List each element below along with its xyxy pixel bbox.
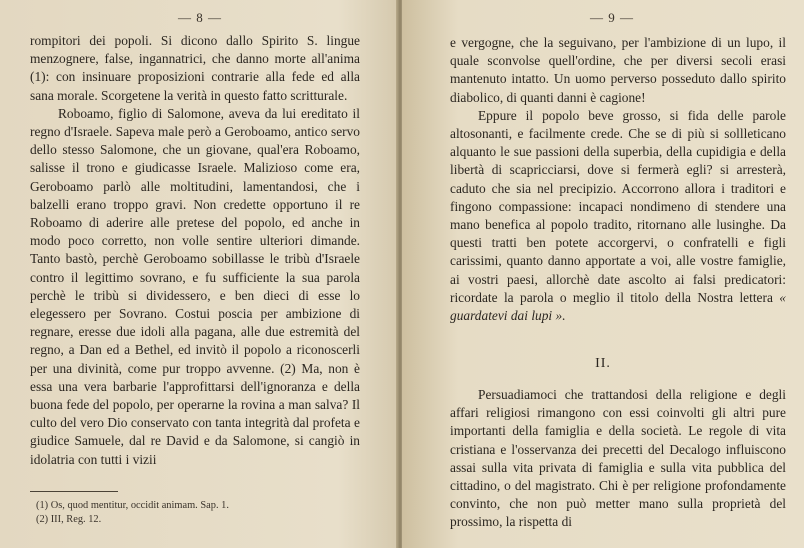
- page-number-right: — 9 —: [590, 10, 634, 25]
- right-page-body-2: [450, 386, 786, 532]
- left-page-body: [30, 32, 360, 469]
- right-page: [402, 0, 804, 548]
- right-paragraph-3: Persuadiamoci che trattandosi della religione e degli affari religiosi rimangono con essi coinvolti gli altri pure importanti della famiglia e della società. Le regole di vita cristiana e l'osservanza dei precetti del Decalogo influiscono assai sulla vita privata di famiglia e sulla vita pubblica del cittadino, o del magistrato. Chi è per religione profondamente convinto, che non può metter mano sulla proprietà del prossimo, la rispetta di: [450, 387, 786, 530]
- left-paragraph-2: Roboamo, figlio di Salomone, aveva da lui ereditato il regno d'Israele. Sapeva male però a Geroboamo, antico servo dello stesso Salomone, che un giovane, qual'era Roboamo, salisse il trono e giudicasse Israele. Malizioso come era, Geroboamo parlò alle moltitudini, lamentandosi, che i balzelli erano troppo gravi. Non credette opportuno il re Roboamo di aderire alle pretese del popolo, ed anche in modo poco corretto, non volle sentire ulteriori dimande. Tanto bastò, perchè Geroboamo sobillasse le tribù d'Israele contro il legittimo sovrano, e fu sufficiente la sua parola perchè le tribù si dividessero, e ben dieci di esse lo elegessero per Sovrano. Costui poscia per ambizione di regnare, eresse due idoli alla pagana, alle due estremità del regno, a Dan ed a Bethel, ed invitò il popolo a riconoscerli per una divinità, come pur troppo avvenne. (2) Ma, non è essa una vera barbarie l'approfittarsi dell'ignoranza e della buona fede del popolo, per operarne la rovina a man salva? Il culto del vero Dio conservato con tanta integrità dal profeta e giudice Samuele, dal re David e da Salomone, si cangiò in idolatria con tutti i vizii: [30, 105, 360, 467]
- left-paragraph-1: rompitori dei popoli. Si dicono dallo Spirito S. lingue menzognere, false, ingannatrici, che danno morte all'anima (1): con insinuare proposizioni contrarie alla fede ed alla sana morale. Scorgetene la verità in questo fatto scritturale.: [30, 33, 360, 103]
- right-paragraph-1: e vergogne, che la seguivano, per l'ambizione di un lupo, il quale sconvolse quell'ordine, che per diversi secoli erasi mantenuto intatto. Un uomo perverso posseduto dallo spirito diabolico, di quanti danni è cagione!: [450, 35, 786, 105]
- left-page: [0, 0, 398, 548]
- footnote-2: (2) III, Reg. 12.: [36, 514, 102, 525]
- right-paragraph-2-text: Eppure il popolo beve grosso, si fida delle parole altosonanti, e facilmente crede. Che se di più si sollleticano alquanto le sue passioni della superbia, della cupidigia e della libertà di scapricciarsi, dove si fermerà egli? si arresterà, caduto che sia nel precipizio. Accorrono allora i traditori e fingono compassione: incapaci nondimeno di stendere una mano benefica al popolo tradito, ritornano alle lusinghe. Da questi tratti ben potete accorgervi, o confratelli e figli carissimi, quanto danno apportate a voi, alle vostre famiglie, ai vostri paesi, allorchè date ascolto ai falsi predicatori: ricordate la parola o meglio il titolo della Nostra lettera: [450, 107, 786, 305]
- page-number-left: — 8 —: [178, 10, 222, 25]
- footnotes: [36, 499, 229, 527]
- right-page-body: [450, 34, 786, 325]
- section-heading: II.: [595, 356, 611, 371]
- footnote-1: (1) Os, quod mentitur, occidit animam. Sap. 1.: [36, 500, 229, 511]
- footnote-divider: [30, 491, 118, 492]
- letter-title-quote: « guardatevi dai lupi ».: [450, 289, 786, 324]
- right-paragraph-2: [450, 107, 786, 325]
